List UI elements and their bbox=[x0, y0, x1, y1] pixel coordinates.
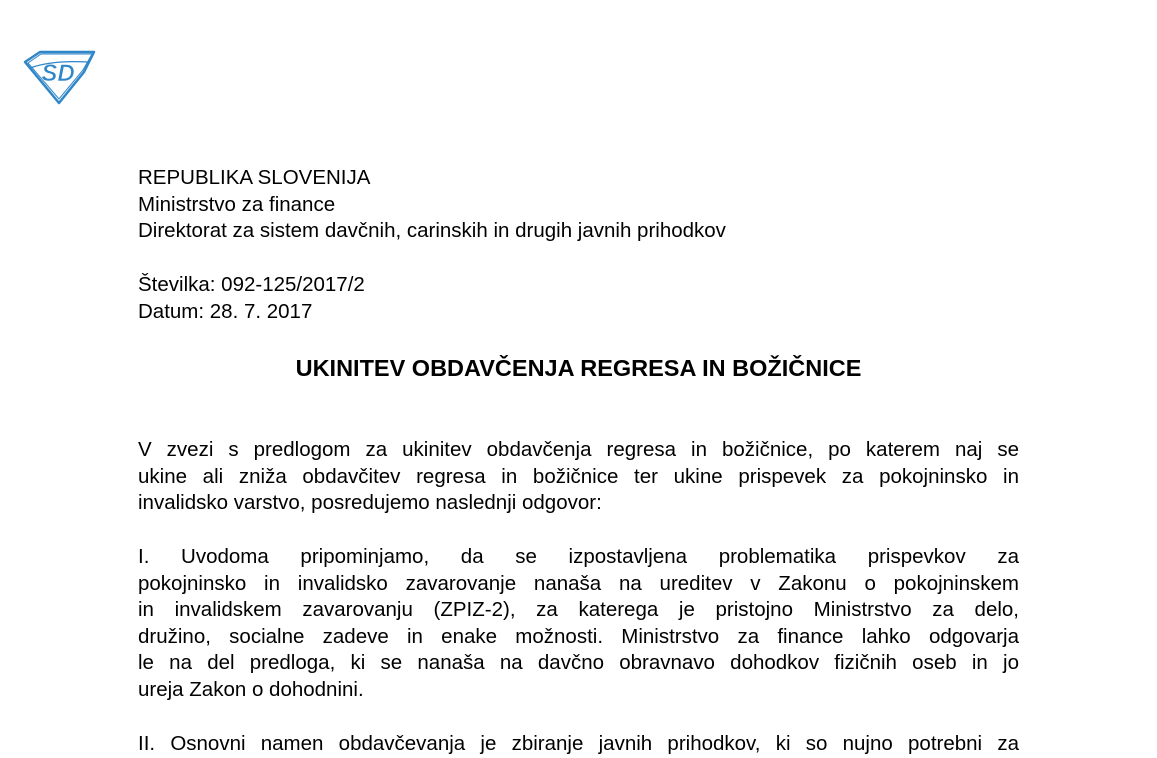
paragraph-intro bbox=[138, 437, 1019, 517]
directorate-name: Direktorat za sistem davčnih, carinskih in drugih javnih prihodkov bbox=[138, 219, 726, 242]
document-title: UKINITEV OBDAVČENJA REGRESA IN BOŽIČNICE bbox=[295, 355, 862, 381]
text-line: invalidsko varstvo, posredujemo naslednji odgovor: bbox=[138, 491, 602, 515]
ministry-crest-logo bbox=[22, 50, 96, 104]
document-date: Datum: 28. 7. 2017 bbox=[138, 300, 313, 323]
text-line: I. Uvodoma pripominjamo, da se izpostavljena problematika prispevkov za bbox=[138, 545, 1019, 568]
paragraph-section-2 bbox=[138, 731, 1019, 758]
text-line: ureja Zakon o dohodnini. bbox=[138, 677, 364, 701]
text-line: V zvezi s predlogom za ukinitev obdavčenja regresa in božičnice, po katerem naj se bbox=[138, 438, 1019, 461]
country-name: REPUBLIKA SLOVENIJA bbox=[138, 166, 371, 189]
document-meta bbox=[138, 271, 365, 325]
text-line: in invalidskem zavarovanju (ZPIZ-2), za katerega je pristojno Ministrstvo za delo, bbox=[138, 598, 1019, 622]
text-line: pokojninsko in invalidsko zavarovanje nanaša na ureditev v Zakonu o pokojninskem bbox=[138, 571, 1019, 595]
logo-text: SD bbox=[41, 60, 75, 87]
document-number: Številka: 092-125/2017/2 bbox=[138, 273, 365, 296]
text-line: le na del predloga, ki se nanaša na davčno obravnavo dohodkov fizičnih oseb in jo bbox=[138, 651, 1019, 675]
text-line: ukine ali zniža obdavčitev regresa in božičnice ter ukine prispevek za pokojninsko in bbox=[138, 464, 1019, 488]
letterhead bbox=[138, 165, 726, 245]
paragraph-section-1 bbox=[138, 544, 1019, 704]
text-line: II. Osnovni namen obdavčevanja je zbiranje javnih prihodkov, ki so nujno potrebni za bbox=[138, 732, 1019, 755]
ministry-name: Ministrstvo za finance bbox=[138, 192, 336, 216]
text-line: družino, socialne zadeve in enake možnosti. Ministrstvo za finance lahko odgovarja bbox=[138, 624, 1019, 648]
